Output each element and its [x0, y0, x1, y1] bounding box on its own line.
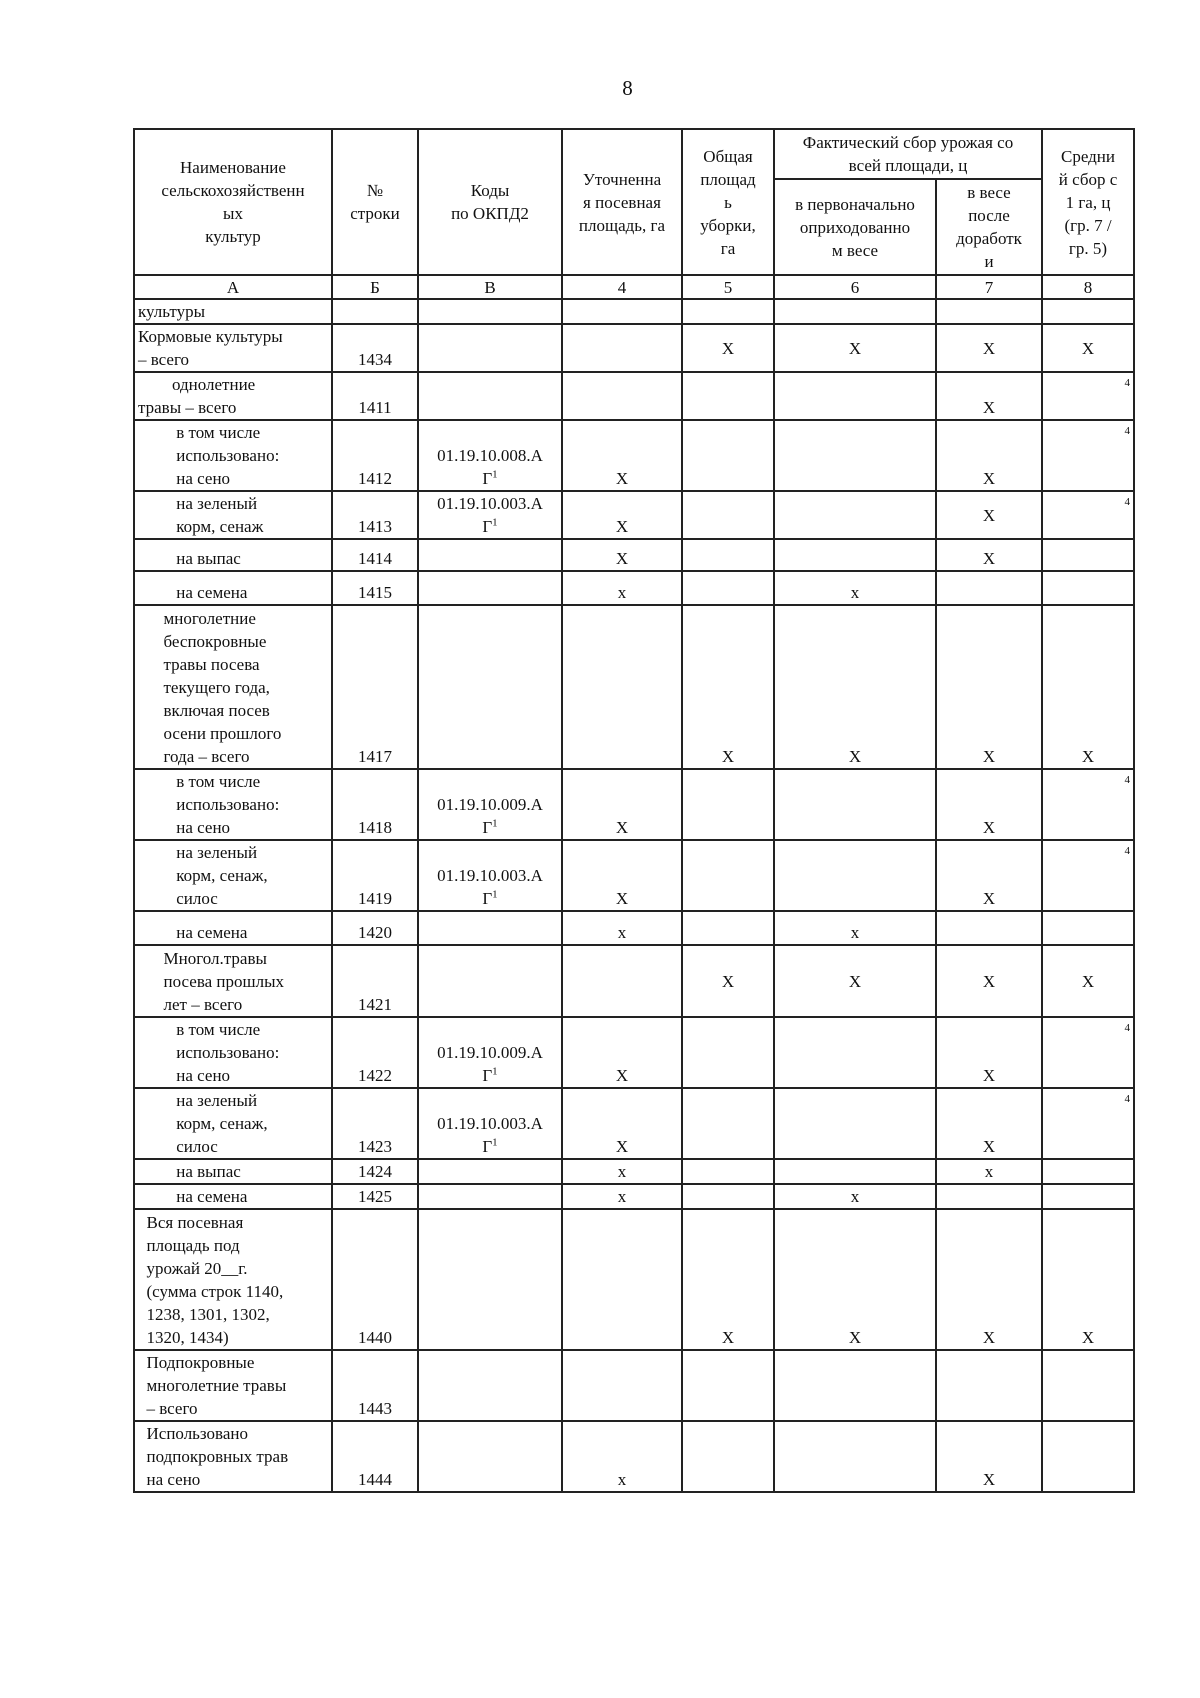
value-cell-c4: X — [562, 769, 682, 840]
value-cell-c5 — [682, 420, 774, 491]
value-cell-c6 — [774, 1159, 936, 1184]
row-number-cell: 1443 — [332, 1350, 418, 1421]
value-cell-c8 — [1042, 491, 1134, 539]
value-cell-c6 — [774, 420, 936, 491]
header-initial-weight: в первоначально oприходованно м весе — [774, 179, 936, 275]
header-row-number: № строки — [332, 129, 418, 275]
row-number-cell: 1422 — [332, 1017, 418, 1088]
table-row — [134, 491, 1134, 539]
table-row — [134, 769, 1134, 840]
value-cell-c8 — [1042, 945, 1134, 1017]
table-row — [134, 372, 1134, 420]
value-cell-c6 — [774, 769, 936, 840]
value-cell-c5: X — [682, 945, 774, 1017]
footnote-4-marker: 4 — [1124, 425, 1130, 437]
table-row — [134, 539, 1134, 571]
table-row — [134, 324, 1134, 372]
value-cell-c6: X — [774, 324, 936, 372]
crop-name-cell: на выпас — [134, 1159, 332, 1184]
footnote-marker: 1 — [492, 888, 498, 901]
value-cell-c8 — [1042, 1088, 1134, 1159]
table-row — [134, 1017, 1134, 1088]
index-cell: 7 — [936, 275, 1042, 299]
value-cell-c7: X — [936, 605, 1042, 769]
value-cell-c4: X — [562, 840, 682, 911]
table-row — [134, 1088, 1134, 1159]
footnote-4-marker: 4 — [1124, 845, 1130, 857]
value-cell-c4: х — [562, 911, 682, 945]
table-row — [134, 571, 1134, 605]
row-number-cell: 1412 — [332, 420, 418, 491]
value-cell-c7 — [936, 1184, 1042, 1209]
value-cell-c8 — [1042, 571, 1134, 605]
okpd2-code-cell — [418, 840, 562, 911]
index-cell: Б — [332, 275, 418, 299]
value-cell-c8 — [1042, 1350, 1134, 1421]
value-cell-c5 — [682, 299, 774, 324]
value-cell-c6: X — [774, 1209, 936, 1350]
value-cell-c5 — [682, 1184, 774, 1209]
okpd2-code-text: 01.19.10.003.А Г — [437, 1114, 543, 1156]
value-cell-c5: X — [682, 324, 774, 372]
header-actual-yield-group: Фактический сбор урожая со всей площади, ц — [774, 129, 1042, 179]
value-cell-c5 — [682, 1350, 774, 1421]
okpd2-code-cell — [418, 299, 562, 324]
okpd2-code-cell — [418, 1088, 562, 1159]
value-cell-c6: х — [774, 1184, 936, 1209]
okpd2-code-cell — [418, 1421, 562, 1492]
value-cell-c6: X — [774, 945, 936, 1017]
value-cell-c7: X — [936, 372, 1042, 420]
table-row — [134, 605, 1134, 769]
value-cell-c7: X — [936, 324, 1042, 372]
value-cell-c7: X — [936, 420, 1042, 491]
value-cell-c7: X — [936, 1421, 1042, 1492]
crop-name-cell: в том числе использовано: на сено — [134, 1017, 332, 1088]
value-cell-c4: х — [562, 1421, 682, 1492]
crop-name-cell: на выпас — [134, 539, 332, 571]
row-number-cell: 1415 — [332, 571, 418, 605]
value-cell-c4: X — [562, 491, 682, 539]
table-row — [134, 911, 1134, 945]
value-cell-c8 — [1042, 1159, 1134, 1184]
index-cell: 8 — [1042, 275, 1134, 299]
crop-name-cell: Подпокровные многолетние травы – всего — [134, 1350, 332, 1421]
value-cell-c6: х — [774, 911, 936, 945]
value-cell-c7: X — [936, 1088, 1042, 1159]
value-cell-c4: X — [562, 1088, 682, 1159]
okpd2-code-text: 01.19.10.009.А Г — [437, 1043, 543, 1085]
value-cell-c5 — [682, 372, 774, 420]
okpd2-code-cell — [418, 1159, 562, 1184]
header-crop-name: Наименование сельскохозяйственн ых культур — [134, 129, 332, 275]
value-cell-c8 — [1042, 1184, 1134, 1209]
footnote-marker: 1 — [492, 468, 498, 481]
average-yield-value: X — [1081, 1328, 1095, 1347]
value-cell-c7: X — [936, 1017, 1042, 1088]
table-row — [134, 1421, 1134, 1492]
crop-name-cell: Вся посевная площадь под урожай 20__г. (сумма строк 1140, 1238, 1301, 1302, 1320, 1434) — [134, 1209, 332, 1350]
value-cell-c8 — [1042, 324, 1134, 372]
value-cell-c5 — [682, 1159, 774, 1184]
header-okpd2-codes: Коды по ОКПД2 — [418, 129, 562, 275]
value-cell-c7: X — [936, 945, 1042, 1017]
okpd2-code-cell — [418, 420, 562, 491]
row-number-cell: 1424 — [332, 1159, 418, 1184]
value-cell-c4 — [562, 299, 682, 324]
value-cell-c6 — [774, 299, 936, 324]
value-cell-c7: X — [936, 539, 1042, 571]
value-cell-c5 — [682, 571, 774, 605]
crop-name-cell: культуры — [134, 299, 332, 324]
crop-name-cell: в том числе использовано: на сено — [134, 420, 332, 491]
okpd2-code-text: 01.19.10.003.А Г — [437, 866, 543, 908]
row-number-cell: 1414 — [332, 539, 418, 571]
index-cell: А — [134, 275, 332, 299]
value-cell-c6: X — [774, 605, 936, 769]
row-number-cell: 1421 — [332, 945, 418, 1017]
footnote-marker: 1 — [492, 1065, 498, 1078]
value-cell-c8 — [1042, 420, 1134, 491]
value-cell-c8 — [1042, 1209, 1134, 1350]
value-cell-c8 — [1042, 840, 1134, 911]
crop-name-cell: на зеленый корм, сенаж — [134, 491, 332, 539]
okpd2-code-text: 01.19.10.008.А Г — [437, 446, 543, 488]
value-cell-c4 — [562, 1350, 682, 1421]
value-cell-c5 — [682, 840, 774, 911]
crop-name-cell: на семена — [134, 911, 332, 945]
value-cell-c7: X — [936, 491, 1042, 539]
okpd2-code-cell — [418, 1017, 562, 1088]
okpd2-code-cell — [418, 539, 562, 571]
value-cell-c8 — [1042, 605, 1134, 769]
value-cell-c7 — [936, 911, 1042, 945]
value-cell-c4 — [562, 1209, 682, 1350]
value-cell-c4 — [562, 324, 682, 372]
row-number-cell: 1419 — [332, 840, 418, 911]
row-number-cell: 1423 — [332, 1088, 418, 1159]
value-cell-c7: х — [936, 1159, 1042, 1184]
value-cell-c4 — [562, 945, 682, 1017]
value-cell-c8 — [1042, 299, 1134, 324]
value-cell-c8 — [1042, 539, 1134, 571]
value-cell-c5 — [682, 1421, 774, 1492]
value-cell-c8 — [1042, 1017, 1134, 1088]
okpd2-code-cell — [418, 571, 562, 605]
footnote-marker: 1 — [492, 1136, 498, 1149]
value-cell-c5 — [682, 491, 774, 539]
value-cell-c7: X — [936, 840, 1042, 911]
header-harvest-area: Общая площад ь уборки, га — [682, 129, 774, 275]
value-cell-c6 — [774, 1350, 936, 1421]
value-cell-c6 — [774, 1421, 936, 1492]
value-cell-c7 — [936, 299, 1042, 324]
value-cell-c4: X — [562, 1017, 682, 1088]
footnote-4-marker: 4 — [1124, 496, 1130, 508]
value-cell-c4: х — [562, 1159, 682, 1184]
index-cell: 6 — [774, 275, 936, 299]
harvest-table — [133, 128, 1135, 1493]
value-cell-c6 — [774, 840, 936, 911]
table-row — [134, 1350, 1134, 1421]
row-number-cell: 1425 — [332, 1184, 418, 1209]
column-index-row — [134, 275, 1134, 299]
row-number-cell: 1411 — [332, 372, 418, 420]
table-row — [134, 945, 1134, 1017]
value-cell-c7 — [936, 571, 1042, 605]
index-cell: 4 — [562, 275, 682, 299]
crop-name-cell: Многол.травы посева прошлых лет – всего — [134, 945, 332, 1017]
value-cell-c5: X — [682, 605, 774, 769]
okpd2-code-cell — [418, 1350, 562, 1421]
okpd2-code-text: 01.19.10.003.А Г — [437, 494, 543, 536]
footnote-marker: 1 — [492, 516, 498, 529]
value-cell-c5 — [682, 1088, 774, 1159]
value-cell-c4: X — [562, 420, 682, 491]
value-cell-c6: х — [774, 571, 936, 605]
crop-name-cell: на зеленый корм, сенаж, силос — [134, 1088, 332, 1159]
value-cell-c6 — [774, 1088, 936, 1159]
index-cell: В — [418, 275, 562, 299]
index-cell: 5 — [682, 275, 774, 299]
table-row — [134, 1159, 1134, 1184]
header-sown-area: Уточненна я посевная площадь, га — [562, 129, 682, 275]
okpd2-code-cell — [418, 911, 562, 945]
okpd2-code-cell — [418, 1184, 562, 1209]
table-row — [134, 1184, 1134, 1209]
average-yield-value: X — [1081, 747, 1095, 766]
value-cell-c4: х — [562, 1184, 682, 1209]
footnote-4-marker: 4 — [1124, 1093, 1130, 1105]
value-cell-c8 — [1042, 372, 1134, 420]
average-yield-value: X — [1081, 338, 1095, 358]
okpd2-code-cell — [418, 1209, 562, 1350]
row-number-cell: 1417 — [332, 605, 418, 769]
header-after-processing: в весе после доработк и — [936, 179, 1042, 275]
row-number-cell: 1440 — [332, 1209, 418, 1350]
value-cell-c8 — [1042, 769, 1134, 840]
row-number-cell: 1418 — [332, 769, 418, 840]
value-cell-c4 — [562, 372, 682, 420]
okpd2-code-cell — [418, 945, 562, 1017]
row-number-cell — [332, 299, 418, 324]
value-cell-c6 — [774, 372, 936, 420]
row-number-cell: 1434 — [332, 324, 418, 372]
value-cell-c5 — [682, 1017, 774, 1088]
value-cell-c8 — [1042, 1421, 1134, 1492]
table-row — [134, 1209, 1134, 1350]
page-number: 8 — [622, 76, 633, 100]
row-number-cell: 1413 — [332, 491, 418, 539]
crop-name-cell: Использовано подпокровных трав на сено — [134, 1421, 332, 1492]
table-body — [134, 129, 1134, 1492]
okpd2-code-cell — [418, 605, 562, 769]
value-cell-c6 — [774, 1017, 936, 1088]
value-cell-c7: X — [936, 769, 1042, 840]
value-cell-c4: х — [562, 571, 682, 605]
average-yield-value: X — [1081, 971, 1095, 991]
row-number-cell: 1420 — [332, 911, 418, 945]
header-average-yield: Средни й сбор с 1 га, ц (гр. 7 / гр. 5) — [1042, 129, 1134, 275]
okpd2-code-text: 01.19.10.009.А Г — [437, 795, 543, 837]
crop-name-cell: однолетние травы – всего — [134, 372, 332, 420]
value-cell-c4: X — [562, 539, 682, 571]
header-row-1 — [134, 129, 1134, 179]
footnote-marker: 1 — [492, 817, 498, 830]
okpd2-code-cell — [418, 324, 562, 372]
value-cell-c8 — [1042, 911, 1134, 945]
row-number-cell: 1444 — [332, 1421, 418, 1492]
value-cell-c7 — [936, 1350, 1042, 1421]
value-cell-c5 — [682, 911, 774, 945]
footnote-4-marker: 4 — [1124, 1022, 1130, 1034]
crop-name-cell: на семена — [134, 1184, 332, 1209]
footnote-4-marker: 4 — [1124, 377, 1130, 389]
footnote-4-marker: 4 — [1124, 774, 1130, 786]
crop-name-cell: на зеленый корм, сенаж, силос — [134, 840, 332, 911]
value-cell-c5 — [682, 539, 774, 571]
value-cell-c6 — [774, 539, 936, 571]
okpd2-code-cell — [418, 491, 562, 539]
crop-name-cell: многолетние беспокровные травы посева текущего года, включая посев осени прошлого года – всего — [134, 605, 332, 769]
crop-name-cell: на семена — [134, 571, 332, 605]
crop-name-cell: Кормовые культуры – всего — [134, 324, 332, 372]
value-cell-c5: X — [682, 1209, 774, 1350]
value-cell-c5 — [682, 769, 774, 840]
okpd2-code-cell — [418, 769, 562, 840]
okpd2-code-cell — [418, 372, 562, 420]
value-cell-c6 — [774, 491, 936, 539]
table-row — [134, 420, 1134, 491]
value-cell-c4 — [562, 605, 682, 769]
value-cell-c7: X — [936, 1209, 1042, 1350]
table-row — [134, 840, 1134, 911]
crop-name-cell: в том числе использовано: на сено — [134, 769, 332, 840]
table-row — [134, 299, 1134, 324]
